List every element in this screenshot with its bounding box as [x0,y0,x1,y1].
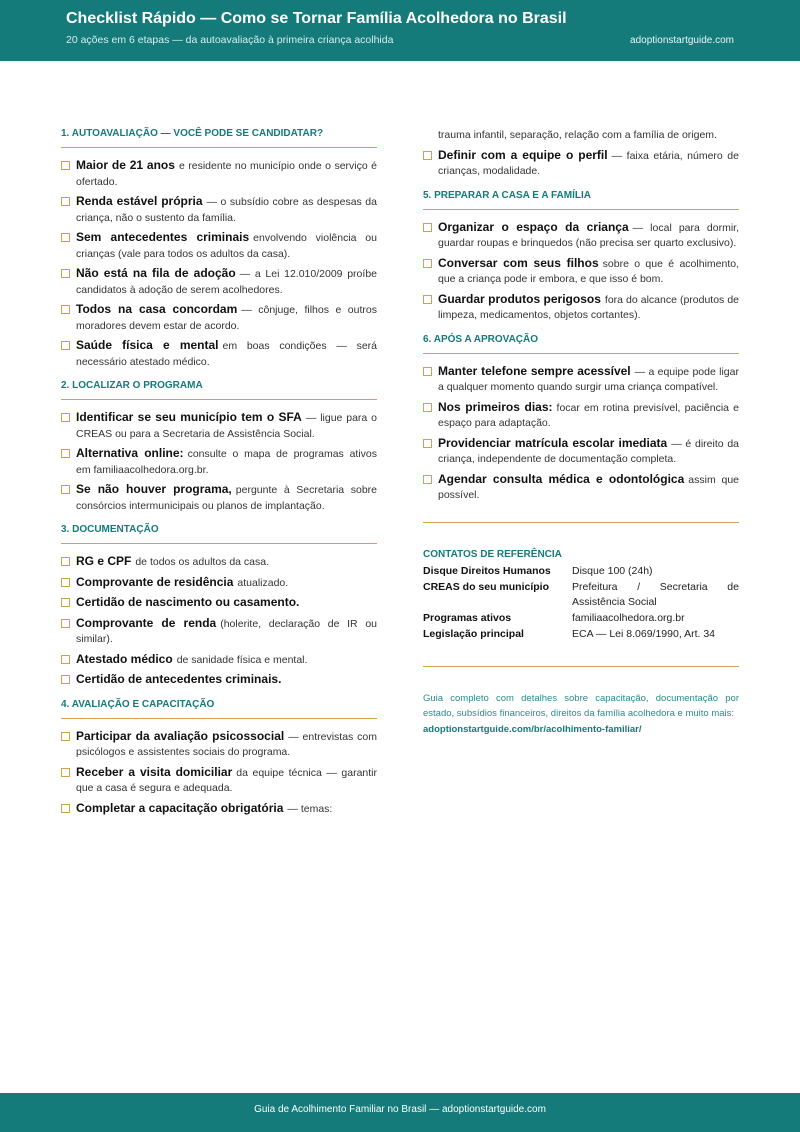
contacts-title: CONTATOS DE REFERÊNCIA [423,548,562,560]
checklist-item[interactable]: Se não houver programa, pergunte à Secretaria sobre consórcios intermunicipais ou planos de implantação. [61,482,377,514]
checkbox-icon[interactable] [61,675,70,684]
guide-note [423,691,739,738]
contact-row: CREAS do seu município Prefeitura / Secretaria de Assistência Social [423,580,739,608]
checklist-item[interactable]: Identificar se seu município tem o SFA — ligue para o CREAS ou para a Secretaria de Assistência Social. [61,410,377,442]
checklist-item[interactable]: Todos na casa concordam — cônjuge, filhos e outros moradores devem estar de acordo. [61,302,377,334]
checklist-item[interactable]: Sem antecedentes criminais envolvendo violência ou crianças (vale para todos os adultos da casa). [61,230,377,262]
checkbox-icon[interactable] [61,804,70,813]
checklist-item[interactable]: Certidão de nascimento ou casamento. [61,595,377,612]
section-title: 2. LOCALIZAR O PROGRAMA [61,380,377,400]
header-site: adoptionstartguide.com [630,35,734,46]
checklist-item[interactable]: Renda estável própria — o subsídio cobre as despesas da criança, não o sustento da família. [61,194,377,226]
checkbox-icon[interactable] [423,367,432,376]
checklist-item[interactable]: Alternativa online: consulte o mapa de programas ativos em familiaacolhedora.org.br. [61,446,377,478]
checklist-item[interactable]: RG e CPF de todos os adultos da casa. [61,554,377,571]
section-localizar [61,380,377,514]
section-avaliacao [61,699,377,818]
section-avaliacao-continued [423,128,739,180]
checklist-item[interactable]: Guardar produtos perigosos fora do alcance (produtos de limpeza, medicamentos, objetos cortantes). [423,292,739,324]
contact-row: Disque Direitos Humanos Disque 100 (24h) [423,564,653,577]
section-title: 3. DOCUMENTAÇÃO [61,524,377,544]
checklist-item[interactable]: Providenciar matrícula escolar imediata — é direito da criança, independente de documentação completa. [423,436,739,468]
checklist-item[interactable]: Nos primeiros dias: focar em rotina previsível, paciência e espaço para adaptação. [423,400,739,432]
guide-note-text: Guia completo com detalhes sobre capacitação, documentação por estado, subsídios financeiros, direitos da família acolhedora e muito mais: [423,692,739,719]
page-header [0,0,800,61]
checkbox-icon[interactable] [423,403,432,412]
checklist-item[interactable]: Organizar o espaço da criança — local para dormir, guardar roupas e brinquedos (não precisa ser quarto exclusivo). [423,220,739,252]
checkbox-icon[interactable] [61,485,70,494]
checkbox-icon[interactable] [61,655,70,664]
checklist-item[interactable]: Conversar com seus filhos sobre o que é acolhimento, que a criança pode ir embora, e que isso é bom. [423,256,739,288]
checkbox-icon[interactable] [61,557,70,566]
checklist-item[interactable]: Não está na fila de adoção — a Lei 12.010/2009 proíbe candidatos à adoção de serem acolhedores. [61,266,377,298]
divider [423,666,739,667]
section-documentacao [61,524,377,689]
checkbox-icon[interactable] [61,619,70,628]
contacts-block [423,549,739,642]
checklist-item[interactable]: Comprovante de residência atualizado. [61,575,377,592]
checkbox-icon[interactable] [61,269,70,278]
section-title: 5. PREPARAR A CASA E A FAMÍLIA [423,190,739,210]
checkbox-icon[interactable] [61,598,70,607]
checkbox-icon[interactable] [61,768,70,777]
checkbox-icon[interactable] [61,449,70,458]
checklist-item[interactable]: Maior de 21 anos e residente no município onde o serviço é ofertado. [61,158,377,190]
checkbox-icon[interactable] [61,197,70,206]
checkbox-icon[interactable] [61,413,70,422]
checkbox-icon[interactable] [423,259,432,268]
section-title: 1. AUTOAVALIAÇÃO — VOCÊ PODE SE CANDIDATAR? [61,128,377,148]
checklist-item-continuation: trauma infantil, separação, relação com a família de origem. [438,129,717,141]
right-column [423,128,739,737]
checkbox-icon[interactable] [61,305,70,314]
checkbox-icon[interactable] [423,223,432,232]
checkbox-icon[interactable] [61,578,70,587]
checklist-item[interactable]: Participar da avaliação psicossocial — entrevistas com psicólogos e assistentes sociais do programa. [61,729,377,761]
checkbox-icon[interactable] [61,161,70,170]
page-subtitle: 20 ações em 6 etapas — da autoavaliação à primeira criança acolhida [66,34,394,46]
section-title: 6. APÓS A APROVAÇÃO [423,334,739,354]
checklist-item[interactable]: Agendar consulta médica e odontológica assim que possível. [423,472,739,504]
checklist-item[interactable]: Manter telefone sempre acessível — a equipe pode ligar a qualquer momento quando surgir uma criança compatível. [423,364,739,396]
checkbox-icon[interactable] [61,233,70,242]
divider [423,522,739,523]
checklist-item[interactable]: Completar a capacitação obrigatória — temas: [61,801,377,818]
checklist-item[interactable]: Comprovante de renda (holerite, declaração de IR ou similar). [61,616,377,648]
section-apos-aprovacao [423,334,739,504]
checkbox-icon[interactable] [423,439,432,448]
checklist-item[interactable]: Saúde física e mental em boas condições — será necessário atestado médico. [61,338,377,370]
checkbox-icon[interactable] [423,295,432,304]
checklist-item[interactable]: Receber a visita domiciliar da equipe técnica — garantir que a casa é segura e adequada. [61,765,377,797]
section-title: 4. AVALIAÇÃO E CAPACITAÇÃO [61,699,377,719]
page-footer: Guia de Acolhimento Familiar no Brasil — adoptionstartguide.com [0,1093,800,1132]
section-preparar [423,190,739,324]
checkbox-icon[interactable] [61,732,70,741]
checkbox-icon[interactable] [423,475,432,484]
checklist-item[interactable]: Atestado médico de sanidade física e mental. [61,652,377,669]
contact-row: Legislação principal ECA — Lei 8.069/1990, Art. 34 [423,627,716,640]
section-autoavaliacao [61,128,377,370]
checkbox-icon[interactable] [61,341,70,350]
guide-link[interactable]: adoptionstartguide.com/br/acolhimento-familiar/ [423,723,642,735]
left-column [61,128,377,827]
checklist-item[interactable]: Certidão de antecedentes criminais. [61,672,377,689]
page-title: Checklist Rápido — Como se Tornar Família Acolhedora no Brasil [66,10,567,27]
contact-row: Programas ativos familiaacolhedora.org.br [423,611,685,624]
checklist-item[interactable]: Definir com a equipe o perfil — faixa etária, número de crianças, modalidade. [423,148,739,180]
checkbox-icon[interactable] [423,151,432,160]
